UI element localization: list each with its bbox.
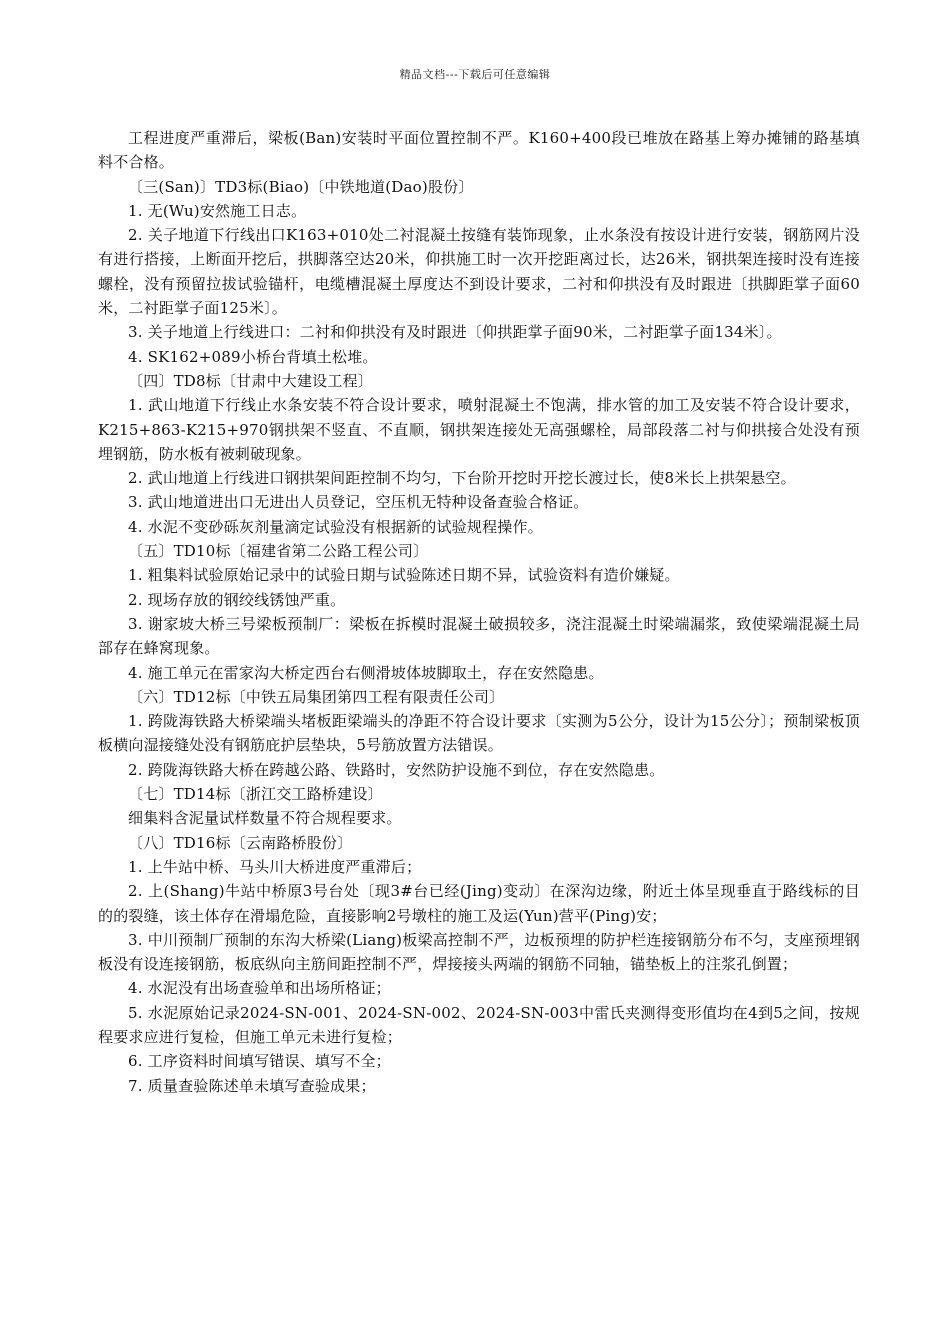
page-header: 精品文档---下载后可任意编辑 [399,68,551,81]
list-item: 3. 关子地道上行线进口：二衬和仰拱没有及时跟进〔仰拱距掌子面90米，二衬距掌子面134米〕。 [128,323,782,342]
section-heading-td14: 〔七〕TD14标〔浙江交工路桥建设〕 [128,785,383,804]
list-item: 1. 上牛站中桥、马头川大桥进度严重滞后； [128,857,422,876]
list-item: 3. 谢家坡大桥三号梁板预制厂：梁板在拆模时混凝土破损较多，浇注混凝土时梁端漏浆，致使梁端混凝土局部存在蜂窝现象。 [98,614,860,658]
list-item: 3. 武山地道进出口无进出人员登记，空压机无特种设备查验合格证。 [128,493,589,512]
paragraph-intro: 工程进度严重滞后，梁板(Ban)安装时平面位置控制不严。K160+400段已堆放在路基上筹办摊铺的路基填料不合格。 [98,129,860,172]
list-item: 2. 跨陇海铁路大桥在跨越公路、铁路时，安然防护设施不到位，存在安然隐患。 [128,760,665,779]
section-heading-td16: 〔八〕TD16标〔云南路桥股份〕 [128,833,353,852]
list-item: 3. 中川预制厂预制的东沟大桥梁(Liang)板梁高控制不严，边板预埋的防护栏连接钢筋分布不匀，支座预埋钢板没有设连接钢筋，板底纵向主筋间距控制不严，焊接接头两端的钢筋不同轴，锚垫板上的注浆孔倒置； [98,930,860,974]
list-item: 4. 水泥不变砂砾灰剂量滴定试验没有根据新的试验规程操作。 [128,517,543,536]
list-item: 4. SK162+089小桥台背填土松堆。 [128,347,378,366]
list-item: 6. 工序资料时间填写错误、填写不全； [128,1052,391,1071]
section-heading-td3: 〔三(San)〕TD3标(Biao)〔中铁地道(Dao)股份〕 [128,177,474,196]
document-body [98,126,860,1098]
section-heading-td12: 〔六〕TD12标〔中铁五局集团第四工程有限责任公司〕 [128,687,505,706]
list-item: 5. 水泥原始记录2024-SN-001、2024-SN-002、2024-SN-003中雷氏夹测得变形值均在4到5之间，按规程要求应进行复检，但施工单元未进行复检； [98,1003,860,1046]
list-item: 2. 关子地道下行线出口K163+010处二衬混凝土按缝有装饰现象，止水条没有按设计进行安装，钢筋网片没有进行搭接，上断面开挖后，拱脚落空达20米，仰拱施工时一次开挖距离过长，达26米，钢拱架连接时没有连接螺栓，没有预留拉拔试验锚杆，电缆槽混凝土厚度达不到设计要求，二衬和仰拱没有及时跟进〔拱脚距掌子面60米，二衬距掌子面125米〕。 [98,226,860,318]
list-item: 2. 武山地道上行线进口钢拱架间距控制不均匀，下台阶开挖时开挖长渡过长，使8米长上拱架悬空。 [128,469,796,488]
list-item: 4. 施工单元在雷家沟大桥定西台右侧滑坡体坡脚取土，存在安然隐患。 [128,663,604,682]
list-item: 细集料含泥量试样数量不符合规程要求。 [128,809,402,828]
list-item: 1. 武山地道下行线止水条安装不符合设计要求，喷射混凝土不饱满，排水管的加工及安装不符合设计要求，K215+863-K215+970钢拱架不竖直、不直顺，钢拱架连接处无高强螺栓，局部段落二衬与仰拱接合处没有预埋钢筋，防水板有被刺破现象。 [98,396,860,463]
list-item: 4. 水泥没有出场查验单和出场所格证； [128,979,391,998]
section-heading-td10: 〔五〕TD10标〔福建省第二公路工程公司〕 [128,542,429,561]
section-heading-td8: 〔四〕TD8标〔甘肃中大建设工程〕 [128,371,373,390]
list-item: 2. 现场存放的钢绞线锈蚀严重。 [128,590,346,609]
list-item: 1. 跨陇海铁路大桥梁端头堵板距梁端头的净距不符合设计要求〔实测为5公分，设计为15公分〕；预制梁板顶板横向湿接缝处没有钢筋庇护层垫块，5号筋放置方法错误。 [98,712,860,755]
list-item: 1. 无(Wu)安然施工日志。 [128,201,307,220]
list-item: 1. 粗集料试验原始记录中的试验日期与试验陈述日期不异，试验资料有造价嫌疑。 [128,566,680,585]
list-item: 7. 质量查验陈述单未填写查验成果； [128,1076,376,1095]
list-item: 2. 上(Shang)牛站中桥原3号台处〔现3#台已经(Jing)变动〕在深沟边缘，附近土体呈现垂直于路线标的目的的裂缝，该土体存在滑塌危险，直接影响2号墩柱的施工及运(Yun)营平(Ping)安； [98,882,860,925]
